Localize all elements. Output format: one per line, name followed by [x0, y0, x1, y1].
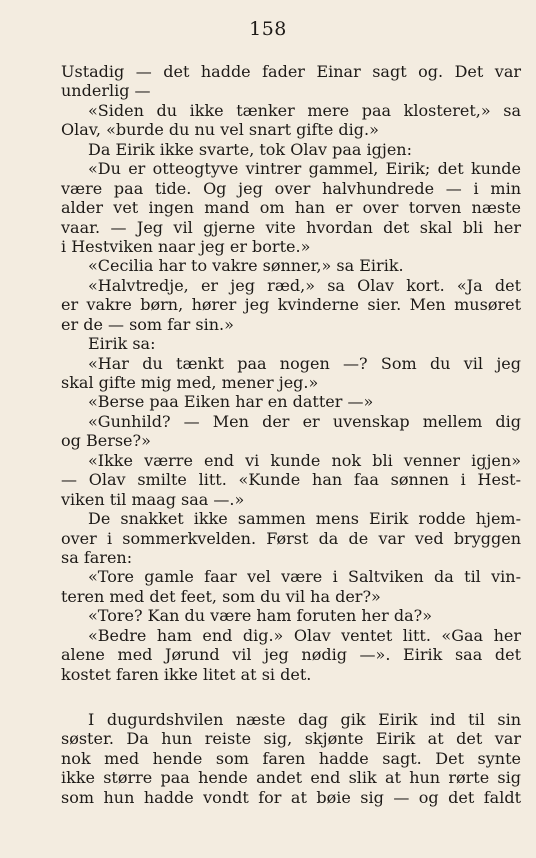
text-line: alder vet ingen mand om han er over torven næste: [61, 198, 521, 218]
text-line: er vakre børn, hører jeg kvinderne sier. Men musøret: [61, 295, 521, 315]
page-number: 158: [249, 18, 287, 40]
text-line: nok med hende som faren hadde sagt. Det synte: [61, 748, 521, 768]
paragraph-gap: [61, 684, 521, 710]
text-line: «Du er otteogtyve vintrer gammel, Eirik; det kunde: [88, 159, 521, 179]
text-line: sa faren:: [61, 547, 133, 567]
text-line: vaar. — Jeg vil gjerne vite hvordan det skal bli her: [61, 217, 521, 237]
text-line: I dugurdshvilen næste dag gik Eirik ind til sin: [88, 710, 521, 729]
text-line: Olav, «burde du nu vel snart gifte dig.»: [61, 120, 379, 140]
text-line: «Ikke værre end vi kunde nok bli venner igjen»: [88, 450, 521, 470]
text-line: være paa tide. Og jeg over halvhundrede — i min: [61, 178, 521, 198]
text-line: viken til maag saa —.»: [61, 489, 245, 509]
text-line: «Berse paa Eiken har en datter —»: [88, 392, 374, 412]
text-line: — Olav smilte litt. «Kunde han faa sønnen i Hest-: [61, 470, 521, 490]
text-line: som hun hadde vondt for at bøie sig — og det faldt: [61, 787, 521, 807]
text-line: «Har du tænkt paa nogen —? Som du vil jeg: [88, 353, 521, 373]
text-line: er de — som far sin.»: [61, 314, 234, 334]
text-line: «Tore gamle faar vel være i Saltviken da til vin-: [88, 567, 521, 587]
body-text: [61, 62, 521, 807]
text-line: Eirik sa:: [88, 334, 156, 354]
text-line: i Hestviken naar jeg er borte.»: [61, 236, 311, 256]
text-line: alene med Jørund vil jeg nødig —». Eirik saa det: [61, 645, 521, 665]
text-line: Ustadig — det hadde fader Einar sagt og. Det var: [61, 62, 521, 81]
text-line: teren med det feet, som du vil ha der?»: [61, 586, 381, 606]
text-line: kostet faren ikke litet at si det.: [61, 664, 312, 684]
text-line: «Cecilia har to vakre sønner,» sa Eirik.: [88, 256, 404, 276]
text-line: «Tore? Kan du være ham foruten her da?»: [88, 606, 432, 626]
text-line: Da Eirik ikke svarte, tok Olav paa igjen:: [88, 139, 412, 159]
text-line: «Gunhild? — Men der er uvenskap mellem dig: [88, 411, 521, 431]
text-line: «Siden du ikke tænker mere paa klosteret,» sa: [88, 100, 521, 120]
text-line: og Berse?»: [61, 431, 151, 451]
text-line: over i sommerkvelden. Først da de var ved bryggen: [61, 528, 521, 548]
text-line: «Bedre ham end dig.» Olav ventet litt. «Gaa her: [88, 625, 521, 645]
text-line: søster. Da hun reiste sig, skjønte Eirik at det var: [61, 729, 521, 749]
text-line: ikke større paa hende andet end slik at hun rørte sig: [61, 768, 521, 788]
text-line: skal gifte mig med, mener jeg.»: [61, 373, 319, 392]
text-line: «Halvtredje, er jeg ræd,» sa Olav kort. «Ja det: [88, 275, 521, 295]
text-line: De snakket ikke sammen mens Eirik rodde hjem-: [88, 509, 521, 529]
text-line: underlig —: [61, 81, 151, 101]
